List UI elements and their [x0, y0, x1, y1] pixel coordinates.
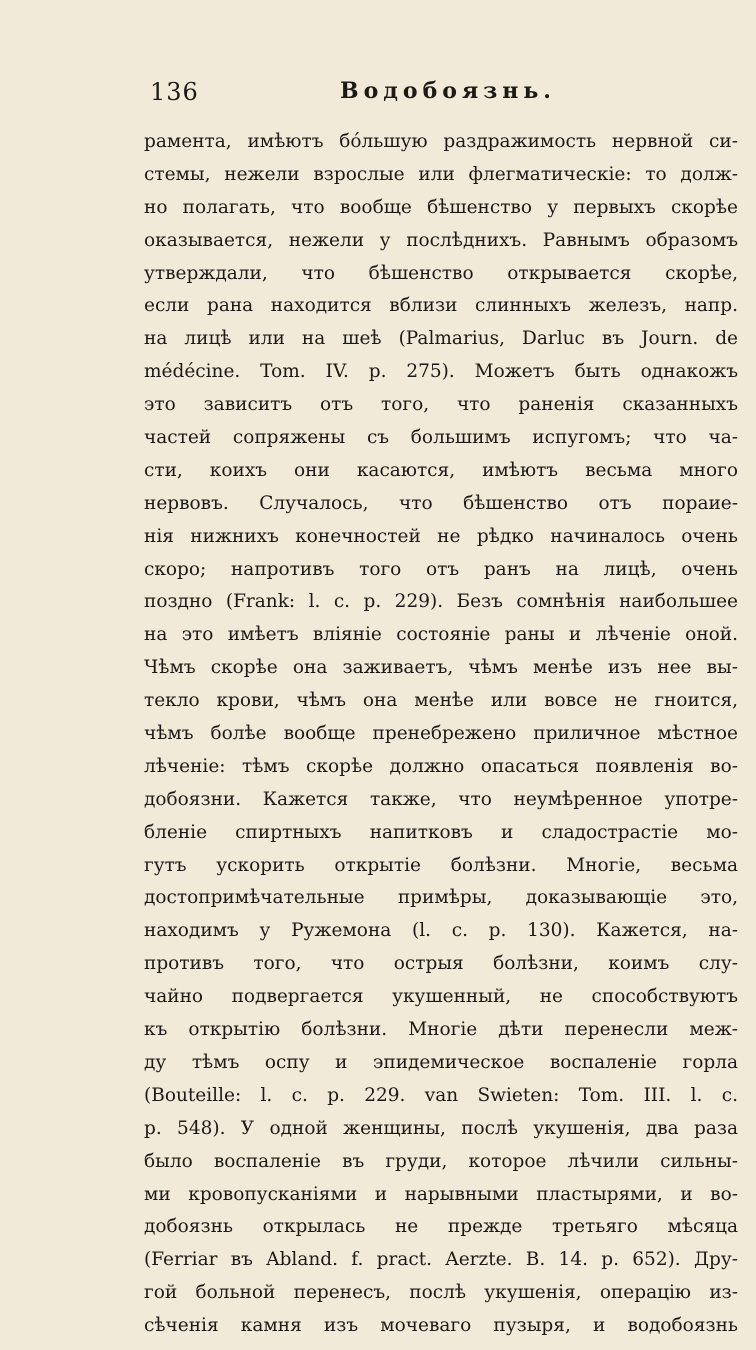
- text-line: добоязни. Кажется также, что неумѣренное употре-: [144, 788, 738, 810]
- text-line: Чѣмъ скорѣе она заживаетъ, чѣмъ менѣе изъ нее вы-: [144, 657, 738, 679]
- running-title: Водобоязнь.: [340, 78, 556, 104]
- text-line: на это имѣетъ вліяніе состояніе раны и лѣченіе оной.: [144, 624, 738, 646]
- text-line: на лицѣ или на шеѣ (Palmarius, Darluc въ Journ. de: [144, 328, 738, 350]
- text-line: бленіе спиртныхъ напитковъ и сладострастіе мо-: [144, 821, 738, 843]
- text-line: лѣченіе: тѣмъ скорѣе должно опасаться появленія во-: [144, 755, 738, 777]
- text-line: гутъ ускорить открытіе болѣзни. Многіе, весьма: [144, 854, 738, 876]
- text-line: утверждали, что бѣшенство открывается скорѣе,: [144, 262, 738, 284]
- text-line: нія нижнихъ конечностей не рѣдко начиналось очень: [144, 525, 738, 547]
- text-line: но полагать, что вообще бѣшенство у первыхъ скорѣе: [144, 196, 738, 218]
- text-line: скоро; напротивъ того отъ ранъ на лицѣ, очень: [144, 558, 738, 580]
- page-number: 136: [150, 78, 199, 106]
- page-header: [150, 78, 710, 112]
- text-line: чѣмъ болѣе вообще пренебрежено приличное мѣстное: [144, 723, 738, 745]
- text-line: текло крови, чѣмъ она менѣе или вовсе не гноится,: [144, 690, 738, 712]
- text-line: поздно (Frank: l. c. p. 229). Безъ сомнѣнія наибольшее: [144, 591, 738, 613]
- text-line: médécine. Tom. IV. p. 275). Можетъ быть однакожъ: [144, 361, 738, 383]
- text-line: гой больной перенесъ, послѣ укушенія, операцію из-: [144, 1282, 738, 1304]
- text-line: сѣченія камня изъ мочеваго пузыря, и водобоязнь: [144, 1315, 738, 1337]
- text-line: добоязнь открылась не прежде третьяго мѣсяца: [144, 1216, 738, 1238]
- text-line: (Bouteille: l. c. p. 229. van Swieten: Tom. III. l. c.: [144, 1084, 738, 1106]
- text-line: (Ferriar въ Abland. f. pract. Aerzte. B. 14. p. 652). Дру-: [144, 1249, 738, 1271]
- text-line: сти, коихъ они касаются, имѣютъ весьма много: [144, 459, 738, 481]
- text-line: ми кровопусканіями и нарывными пластырями, и во-: [144, 1183, 738, 1205]
- text-line: нервовъ. Случалось, что бѣшенство отъ пораие-: [144, 492, 738, 514]
- text-line: достопримѣчательные примѣры, доказывающіе это,: [144, 887, 738, 909]
- text-line: это зависитъ отъ того, что раненія сказанныхъ: [144, 394, 738, 416]
- text-line: было воспаленіе въ груди, которое лѣчили сильны-: [144, 1150, 738, 1172]
- text-line: чайно подвергается укушенный, не способствуютъ: [144, 986, 738, 1008]
- text-line: стемы, нежели взрослые или флегматическіе: то долж-: [144, 163, 738, 185]
- text-line: если рана находится вблизи слинныхъ железъ, напр.: [144, 295, 738, 317]
- text-line: къ открытію болѣзни. Многіе дѣти перенесли меж-: [144, 1019, 738, 1041]
- text-line: частей сопряжены съ большимъ испугомъ; что ча-: [144, 427, 738, 449]
- text-line: противъ того, что острыя болѣзни, коимъ слу-: [144, 953, 738, 975]
- text-line: находимъ у Ружемона (l. c. p. 130). Кажется, на-: [144, 920, 738, 942]
- body-text: [144, 126, 738, 1343]
- text-line: оказывается, нежели у послѣднихъ. Равнымъ образомъ: [144, 229, 738, 251]
- text-line: ду тѣмъ оспу и эпидемическое воспаленіе горла: [144, 1051, 738, 1073]
- text-line: p. 548). У одной женщины, послѣ укушенія, два раза: [144, 1117, 738, 1139]
- text-line: рамента, имѣютъ бóльшую раздражимость нервной си-: [144, 131, 738, 152]
